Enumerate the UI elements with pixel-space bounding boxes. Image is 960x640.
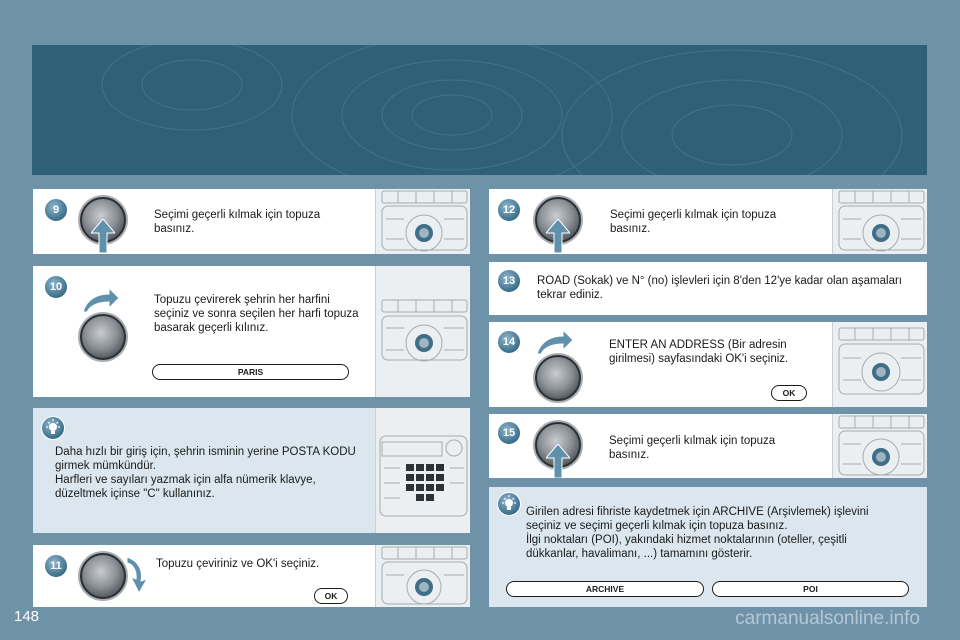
- archive-screen-button[interactable]: ARCHIVE: [506, 581, 704, 597]
- console-icon: [832, 189, 927, 254]
- step-instruction: ROAD (Sokak) ve N° (no) işlevleri için 8'den 12'ye kadar olan aşamaları tekrar ediniz.: [537, 275, 903, 301]
- step-number-badge: 12: [497, 198, 521, 222]
- step-instruction: Topuzu çevirerek şehrin her harfini seçiniz ve sonra seçilen her harfi topuza basarak geçerli kılınız.: [154, 294, 359, 334]
- tip-panel-archive: [489, 487, 927, 607]
- step-instruction: Seçimi geçerli kılmak için topuza basınız.: [610, 209, 777, 235]
- step-12-panel: [489, 189, 927, 254]
- rotate-arrow-icon: [81, 286, 121, 314]
- console-icon: [375, 266, 470, 397]
- ok-screen-button[interactable]: OK: [771, 385, 807, 401]
- step-instruction: Topuzu çeviriniz ve OK'i seçiniz.: [156, 558, 320, 570]
- lightbulb-icon: [41, 416, 65, 440]
- tip-text: Girilen adresi fihriste kaydetmek için ARCHIVE (Arşivlemek) işlevini seçiniz ve seçimi geçerli kılmak için topuza basınız.: [526, 506, 869, 532]
- step-number-badge: 14: [497, 330, 521, 354]
- knob-icon: [535, 355, 581, 401]
- step-number-badge: 10: [44, 275, 68, 299]
- console-icon: [832, 414, 927, 478]
- step-15-panel: [489, 414, 927, 478]
- rotate-arrow-icon: [535, 328, 575, 356]
- step-14-panel: [489, 322, 927, 407]
- push-arrow-icon: [91, 219, 115, 253]
- step-9-panel: [33, 189, 470, 254]
- page-number: 148: [14, 608, 40, 625]
- step-number-badge: 15: [497, 421, 521, 445]
- step-instruction: Seçimi geçerli kılmak için topuza basınız.: [154, 209, 321, 235]
- step-instruction: Seçimi geçerli kılmak için topuza basınız.: [609, 435, 776, 461]
- tip-text: İlgi noktaları (POI), yakındaki hizmet noktalarının (oteller, çeşitli dükkanlar, havalimanı, ...) tamamını gösterir.: [526, 534, 847, 560]
- topographic-pattern: [32, 45, 927, 175]
- step-13-panel: [489, 262, 927, 315]
- rotate-arrow-icon: [125, 555, 151, 595]
- knob-icon: [80, 314, 126, 360]
- step-10-panel: [33, 266, 470, 397]
- step-number-badge: 9: [44, 198, 68, 222]
- push-arrow-icon: [546, 219, 570, 253]
- console-icon: [375, 189, 470, 254]
- ok-screen-button[interactable]: OK: [314, 588, 348, 604]
- step-number-badge: 11: [44, 554, 68, 578]
- step-instruction: ENTER AN ADDRESS (Bir adresin girilmesi) sayfasındaki OK'i seçiniz.: [609, 339, 789, 365]
- poi-screen-button[interactable]: POI: [712, 581, 909, 597]
- tip-text: Daha hızlı bir giriş için, şehrin isminin yerine POSTA KODU girmek mümkündür.: [55, 446, 356, 472]
- lightbulb-icon: [497, 492, 521, 516]
- keypad-console-icon: [375, 408, 470, 533]
- step-11-panel: [33, 545, 470, 607]
- paris-screen-button[interactable]: PARIS: [152, 364, 349, 380]
- watermark: carmanualsonline.info: [735, 608, 920, 629]
- header-banner: [32, 45, 927, 175]
- knob-icon: [80, 553, 126, 599]
- push-arrow-icon: [546, 444, 570, 478]
- tip-panel-postcode: [33, 408, 470, 533]
- tip-text: Harfleri ve sayıları yazmak için alfa nümerik klavye, düzeltmek içinse "C" kullanınız.: [55, 474, 316, 500]
- step-number-badge: 13: [497, 269, 521, 293]
- console-icon: [375, 545, 470, 607]
- console-icon: [832, 322, 927, 407]
